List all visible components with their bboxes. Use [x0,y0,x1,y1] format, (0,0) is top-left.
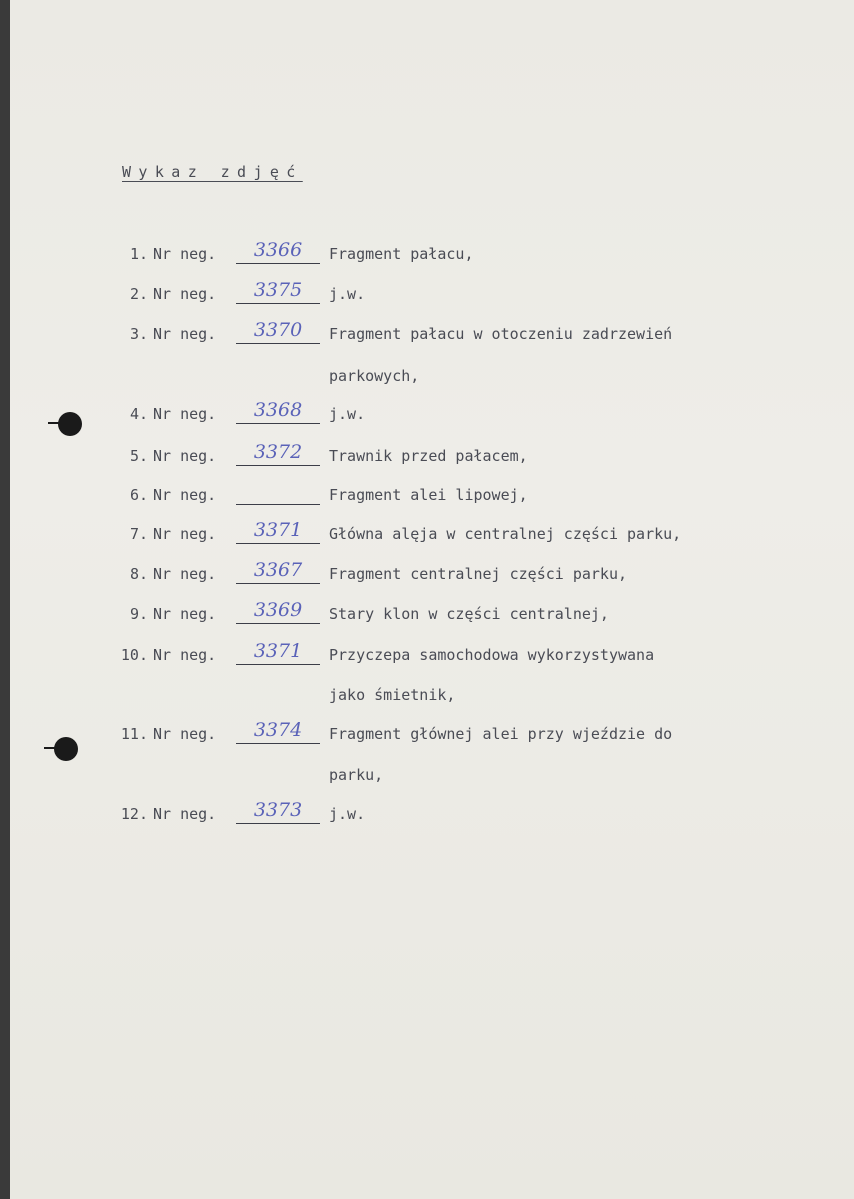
negative-number-handwritten: 3368 [253,399,303,421]
negative-label: Nr neg. [153,447,217,465]
item-number: 6. [129,486,148,504]
item-description-continued: parku, [329,766,384,784]
negative-number-handwritten: 3370 [253,319,303,341]
item-number: 5. [129,447,148,465]
negative-number-field [236,559,320,584]
page-left-edge [0,0,10,1199]
negative-number-handwritten: 3371 [253,519,303,541]
item-description: Przyczepa samochodowa wykorzystywana [329,646,655,664]
negative-number-field [236,441,320,466]
negative-number-field [236,319,320,344]
list-item [0,640,854,668]
item-description: j.w. [329,805,366,823]
negative-label: Nr neg. [153,805,217,823]
item-number: 11. [120,725,148,743]
item-description: Główna alęja w centralnej części parku, [329,525,682,543]
item-description: j.w. [329,405,366,423]
item-number: 3. [129,325,148,343]
negative-number-handwritten: 3371 [253,640,303,662]
list-item [0,559,854,587]
item-description: Fragment pałacu, [329,245,474,263]
item-description-continued: parkowych, [329,367,420,385]
negative-number-field [236,486,320,505]
item-number: 4. [129,405,148,423]
negative-label: Nr neg. [153,245,217,263]
negative-number-field [236,399,320,424]
negative-number-field [236,719,320,744]
list-item [0,519,854,547]
item-number: 1. [129,245,148,263]
item-number: 12. [120,805,148,823]
item-description-continued: jako śmietnik, [329,686,456,704]
negative-number-handwritten: 3372 [253,441,303,463]
negative-number-field [236,799,320,824]
item-number: 9. [129,605,148,623]
negative-label: Nr neg. [153,486,217,504]
negative-number-handwritten: 3369 [253,599,303,621]
item-description: Fragment alei lipowej, [329,486,528,504]
list-item [0,599,854,627]
negative-label: Nr neg. [153,565,217,583]
negative-number-field [236,279,320,304]
negative-label: Nr neg. [153,325,217,343]
list-item [0,399,854,427]
negative-number-field [236,519,320,544]
item-description: j.w. [329,285,366,303]
item-description: Fragment głównej alei przy wjeździe do [329,725,673,743]
negative-label: Nr neg. [153,605,217,623]
negative-number-field [236,599,320,624]
negative-number-handwritten: 3373 [253,799,303,821]
negative-number-field [236,239,320,264]
negative-number-handwritten: 3366 [253,239,303,261]
negative-number-handwritten: 3374 [253,719,303,741]
negative-label: Nr neg. [153,285,217,303]
list-item [0,239,854,267]
negative-number-handwritten: 3367 [253,559,303,581]
negative-label: Nr neg. [153,525,217,543]
item-number: 10. [120,646,148,664]
page-title: Wykaz zdjęć [122,163,303,181]
negative-number-handwritten: 3375 [253,279,303,301]
item-number: 2. [129,285,148,303]
item-description: Fragment centralnej części parku, [329,565,628,583]
list-item [0,799,854,827]
negative-label: Nr neg. [153,405,217,423]
item-description: Trawnik przed pałacem, [329,447,528,465]
negative-label: Nr neg. [153,646,217,664]
negative-label: Nr neg. [153,725,217,743]
list-item [0,441,854,469]
list-item [0,319,854,347]
item-number: 7. [129,525,148,543]
item-description: Stary klon w części centralnej, [329,605,609,623]
item-number: 8. [129,565,148,583]
negative-number-field [236,640,320,665]
list-item [0,719,854,747]
list-item [0,279,854,307]
item-description: Fragment pałacu w otoczeniu zadrzewień [329,325,673,343]
list-item [0,486,854,508]
